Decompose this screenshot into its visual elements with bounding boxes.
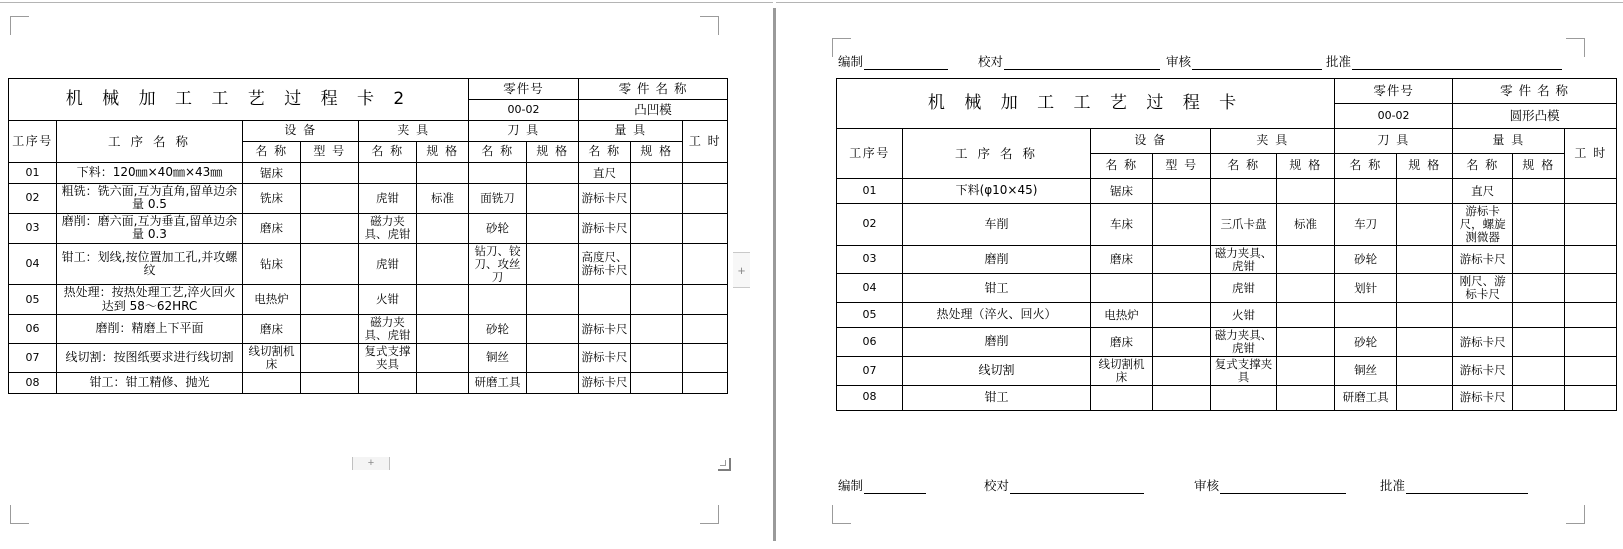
- card-title-right: 机 械 加 工 工 艺 过 程 卡: [837, 79, 1335, 129]
- cell-op-no[interactable]: 05: [837, 303, 903, 328]
- cell-equipment-model[interactable]: [301, 243, 359, 285]
- group-header-row: [9, 121, 728, 142]
- signature-top-rule-2[interactable]: [1192, 58, 1322, 70]
- cell-gauge-spec[interactable]: [1513, 274, 1565, 303]
- col-cutter-spec-right: 规 格: [1397, 154, 1453, 179]
- table-row[interactable]: [9, 344, 728, 373]
- cell-equipment-model[interactable]: [1153, 303, 1211, 328]
- cell-equipment-model[interactable]: [1153, 274, 1211, 303]
- margin-corner-top-left: [10, 16, 29, 35]
- cell-gauge-spec[interactable]: [1513, 303, 1565, 328]
- cell-man-hour[interactable]: [683, 285, 728, 315]
- col-fixture-name-right: 名 称: [1211, 154, 1277, 179]
- cell-op-name[interactable]: 下料：120㎜×40㎜×43㎜: [57, 163, 243, 184]
- cell-cutter-spec[interactable]: [527, 184, 579, 214]
- signature-top-0[interactable]: [838, 52, 948, 70]
- col-gauge-spec: 规 格: [631, 142, 683, 163]
- cell-op-no[interactable]: 06: [9, 315, 57, 344]
- cell-man-hour[interactable]: [683, 243, 728, 285]
- cell-man-hour[interactable]: [1565, 303, 1617, 328]
- cell-equipment-name[interactable]: 电热炉: [1091, 303, 1153, 328]
- cell-cutter-name[interactable]: 铜丝: [469, 344, 527, 373]
- signature-bottom-rule-2[interactable]: [1220, 482, 1346, 494]
- col-cutter-name-right: 名 称: [1335, 154, 1397, 179]
- cell-fixture-spec[interactable]: [417, 344, 469, 373]
- cell-fixture-spec[interactable]: [1277, 356, 1335, 385]
- table-row[interactable]: [9, 213, 728, 243]
- cell-equipment-model[interactable]: [301, 285, 359, 315]
- cell-equipment-model[interactable]: [1153, 356, 1211, 385]
- cell-cutter-spec[interactable]: [1397, 328, 1453, 357]
- cell-fixture-name[interactable]: 虎钳: [359, 184, 417, 214]
- cell-equipment-name[interactable]: 铣床: [243, 184, 301, 214]
- col-group-cutter: 刀 具: [469, 121, 579, 142]
- margin-corner-bottom-right-right: [1566, 505, 1585, 524]
- col-gauge-name: 名 称: [579, 142, 631, 163]
- col-gauge-name-right: 名 称: [1453, 154, 1513, 179]
- cell-op-name[interactable]: 钳工: [903, 385, 1091, 410]
- cell-man-hour[interactable]: [1565, 385, 1617, 410]
- table-row[interactable]: [9, 184, 728, 214]
- cell-fixture-spec[interactable]: [417, 163, 469, 184]
- margin-corner-top-right-right: [1566, 38, 1585, 57]
- cell-cutter-name[interactable]: 划针: [1335, 274, 1397, 303]
- cell-man-hour[interactable]: [1565, 356, 1617, 385]
- cell-equipment-name[interactable]: 车床: [1091, 204, 1153, 246]
- cell-equipment-name[interactable]: 磨床: [243, 315, 301, 344]
- cell-op-name[interactable]: 磨削: [903, 245, 1091, 274]
- signature-top-label-3: 批准: [1326, 54, 1352, 69]
- cell-cutter-spec[interactable]: [1397, 385, 1453, 410]
- cell-op-no[interactable]: 04: [837, 274, 903, 303]
- col-fixture-name: 名 称: [359, 142, 417, 163]
- cell-op-no[interactable]: 07: [9, 344, 57, 373]
- cell-equipment-model[interactable]: [301, 184, 359, 214]
- table-row[interactable]: [837, 245, 1617, 274]
- cell-cutter-spec[interactable]: [1397, 179, 1453, 204]
- insert-row-plus-icon: +: [737, 262, 746, 278]
- process-card-table-left[interactable]: [8, 78, 728, 394]
- col-op-no: 工序号: [9, 121, 57, 163]
- page-top-rule-right: [776, 2, 1623, 3]
- cell-cutter-spec[interactable]: [527, 163, 579, 184]
- title-row-right: [837, 79, 1617, 104]
- col-op-name: 工 序 名 称: [57, 121, 243, 163]
- cell-fixture-spec[interactable]: [1277, 385, 1335, 410]
- signature-bottom-rule-0[interactable]: [864, 482, 926, 494]
- cell-fixture-spec[interactable]: [1277, 328, 1335, 357]
- cell-fixture-name[interactable]: 三爪卡盘: [1211, 204, 1277, 246]
- cell-gauge-spec[interactable]: [631, 213, 683, 243]
- cell-op-no[interactable]: 07: [837, 356, 903, 385]
- cell-gauge-name[interactable]: 游标卡尺: [1453, 245, 1513, 274]
- cell-gauge-spec[interactable]: [1513, 179, 1565, 204]
- cell-equipment-name[interactable]: [1091, 385, 1153, 410]
- cell-equipment-model[interactable]: [301, 372, 359, 393]
- cell-cutter-name[interactable]: [469, 285, 527, 315]
- cell-equipment-name[interactable]: [243, 372, 301, 393]
- table-row[interactable]: [837, 385, 1617, 410]
- cell-fixture-name[interactable]: [359, 372, 417, 393]
- cell-gauge-name[interactable]: 直尺: [1453, 179, 1513, 204]
- part-name-label: 零 件 名 称: [579, 79, 728, 100]
- cell-equipment-model[interactable]: [1153, 204, 1211, 246]
- cell-fixture-name[interactable]: 虎钳: [359, 243, 417, 285]
- cell-cutter-name[interactable]: 砂轮: [469, 315, 527, 344]
- cell-cutter-spec[interactable]: [527, 213, 579, 243]
- cell-op-no[interactable]: 03: [837, 245, 903, 274]
- cell-man-hour[interactable]: [683, 163, 728, 184]
- margin-corner-bottom-right: [700, 505, 719, 524]
- cell-fixture-spec[interactable]: [417, 315, 469, 344]
- col-group-equipment-right: 设 备: [1091, 129, 1211, 154]
- cell-cutter-name[interactable]: 砂轮: [469, 213, 527, 243]
- cell-cutter-spec[interactable]: [527, 315, 579, 344]
- cell-fixture-name[interactable]: 虎钳: [1211, 274, 1277, 303]
- col-cutter-spec: 规 格: [527, 142, 579, 163]
- part-name-value-right[interactable]: 圆形凸模: [1453, 104, 1617, 129]
- cell-cutter-spec[interactable]: [527, 285, 579, 315]
- cell-gauge-spec[interactable]: [1513, 245, 1565, 274]
- cell-cutter-name[interactable]: 研磨工具: [1335, 385, 1397, 410]
- process-card-body-right: [837, 179, 1617, 411]
- cell-man-hour[interactable]: [683, 315, 728, 344]
- title-row: [9, 79, 728, 100]
- cell-op-no[interactable]: 01: [837, 179, 903, 204]
- cell-man-hour[interactable]: [1565, 328, 1617, 357]
- cell-op-no[interactable]: 02: [837, 204, 903, 246]
- cell-op-no[interactable]: 02: [9, 184, 57, 214]
- cell-gauge-name[interactable]: 游标卡尺: [1453, 356, 1513, 385]
- cell-fixture-spec[interactable]: 标准: [417, 184, 469, 214]
- cell-gauge-name[interactable]: 游标卡尺: [579, 372, 631, 393]
- signature-top-label-2: 审核: [1166, 54, 1192, 69]
- cell-fixture-spec[interactable]: [1277, 245, 1335, 274]
- col-man-hour-right: 工 时: [1565, 129, 1617, 179]
- cell-fixture-spec[interactable]: [1277, 179, 1335, 204]
- signature-top-rule-0[interactable]: [864, 58, 948, 70]
- cell-fixture-name[interactable]: 磁力夹具、虎钳: [1211, 245, 1277, 274]
- table-row[interactable]: [9, 243, 728, 285]
- col-op-no-right: 工序号: [837, 129, 903, 179]
- part-no-label: 零件号: [469, 79, 579, 100]
- cell-equipment-model[interactable]: [301, 344, 359, 373]
- cell-gauge-name[interactable]: 游标卡尺: [1453, 385, 1513, 410]
- signature-bottom-2[interactable]: [1194, 476, 1346, 494]
- signature-bottom-3[interactable]: [1380, 476, 1528, 494]
- cell-fixture-spec[interactable]: [1277, 274, 1335, 303]
- cell-man-hour[interactable]: [1565, 245, 1617, 274]
- col-group-cutter-right: 刀 具: [1335, 129, 1453, 154]
- page-top-rule: [0, 2, 773, 3]
- cell-man-hour[interactable]: [683, 213, 728, 243]
- cell-fixture-spec[interactable]: [417, 372, 469, 393]
- margin-corner-bottom-left-right: [832, 505, 851, 524]
- cell-op-name[interactable]: 磨削：磨六面,互为垂直,留单边余量 0.3: [57, 213, 243, 243]
- cell-equipment-name[interactable]: 磨床: [1091, 328, 1153, 357]
- cell-equipment-model[interactable]: [1153, 179, 1211, 204]
- cell-gauge-spec[interactable]: [631, 285, 683, 315]
- cell-cutter-name[interactable]: 砂轮: [1335, 328, 1397, 357]
- signature-top-1[interactable]: [978, 52, 1160, 70]
- group-header-row-right: [837, 129, 1617, 154]
- cell-equipment-name[interactable]: 钻床: [243, 243, 301, 285]
- cell-fixture-spec[interactable]: 标准: [1277, 204, 1335, 246]
- cell-equipment-model[interactable]: [1153, 385, 1211, 410]
- table-row[interactable]: [837, 356, 1617, 385]
- signature-top-rule-3[interactable]: [1352, 58, 1562, 70]
- cell-fixture-name[interactable]: 磁力夹具、虎钳: [359, 213, 417, 243]
- col-group-fixture-right: 夹 具: [1211, 129, 1335, 154]
- signature-top-label-1: 校对: [978, 54, 1004, 69]
- cell-cutter-name[interactable]: 研磨工具: [469, 372, 527, 393]
- table-row[interactable]: [837, 179, 1617, 204]
- cell-fixture-spec[interactable]: [1277, 303, 1335, 328]
- col-group-gauge: 量 具: [579, 121, 683, 142]
- signature-bottom-label-1: 校对: [984, 478, 1010, 493]
- cell-op-name[interactable]: 钳工：划线,按位置加工孔,并攻螺纹: [57, 243, 243, 285]
- signature-top-3[interactable]: [1326, 52, 1562, 70]
- col-group-equipment: 设 备: [243, 121, 359, 142]
- cell-op-name[interactable]: 钳工: [903, 274, 1091, 303]
- col-cutter-name: 名 称: [469, 142, 527, 163]
- cell-op-name[interactable]: 热处理：按热处理工艺,淬火回火达到 58～62HRC: [57, 285, 243, 315]
- signature-top-2[interactable]: [1166, 52, 1322, 70]
- cell-gauge-spec[interactable]: [631, 163, 683, 184]
- cell-op-name[interactable]: 下料(φ10×45): [903, 179, 1091, 204]
- insert-column-plus-icon: +: [367, 457, 375, 469]
- cell-fixture-name[interactable]: 磁力夹具、虎钳: [1211, 328, 1277, 357]
- insert-row-button[interactable]: [733, 252, 750, 288]
- cell-fixture-spec[interactable]: [417, 285, 469, 315]
- cell-fixture-spec[interactable]: [417, 213, 469, 243]
- col-equipment-model-right: 型 号: [1153, 154, 1211, 179]
- cell-equipment-name[interactable]: 磨床: [243, 213, 301, 243]
- part-no-value[interactable]: 00-02: [469, 100, 579, 121]
- cell-gauge-spec[interactable]: [631, 344, 683, 373]
- signature-top-rule-1[interactable]: [1004, 58, 1160, 70]
- cell-op-name[interactable]: 车削: [903, 204, 1091, 246]
- cell-equipment-model[interactable]: [1153, 245, 1211, 274]
- cell-fixture-name[interactable]: 复式支撑夹具: [1211, 356, 1277, 385]
- cell-man-hour[interactable]: [683, 344, 728, 373]
- process-card-body-left: [9, 163, 728, 394]
- table-row[interactable]: [837, 204, 1617, 246]
- cell-op-no[interactable]: 05: [9, 285, 57, 315]
- cell-cutter-spec[interactable]: [1397, 204, 1453, 246]
- cell-op-name[interactable]: 线切割: [903, 356, 1091, 385]
- signature-bottom-label-0: 编制: [838, 478, 864, 493]
- signature-bottom-1[interactable]: [984, 476, 1144, 494]
- cell-gauge-spec[interactable]: [631, 315, 683, 344]
- cell-equipment-model[interactable]: [301, 213, 359, 243]
- cell-fixture-name[interactable]: [1211, 385, 1277, 410]
- part-no-value-right[interactable]: 00-02: [1335, 104, 1453, 129]
- table-resize-handle[interactable]: [718, 458, 731, 471]
- cell-fixture-name[interactable]: [359, 163, 417, 184]
- cell-equipment-name[interactable]: 锯床: [1091, 179, 1153, 204]
- cell-op-name[interactable]: 粗铣：铣六面,互为直角,留单边余量 0.5: [57, 184, 243, 214]
- cell-op-no[interactable]: 01: [9, 163, 57, 184]
- cell-cutter-name[interactable]: 铜丝: [1335, 356, 1397, 385]
- signature-bottom-0[interactable]: [838, 476, 926, 494]
- signature-bottom-label-3: 批准: [1380, 478, 1406, 493]
- col-op-name-right: 工 序 名 称: [903, 129, 1091, 179]
- margin-corner-top-right: [700, 16, 719, 35]
- cell-gauge-spec[interactable]: [1513, 328, 1565, 357]
- cell-cutter-spec[interactable]: [1397, 356, 1453, 385]
- cell-gauge-spec[interactable]: [631, 372, 683, 393]
- table-row[interactable]: [837, 328, 1617, 357]
- signature-bottom-rule-3[interactable]: [1406, 482, 1528, 494]
- table-row[interactable]: [837, 303, 1617, 328]
- cell-op-name[interactable]: 钳工：钳工精修、抛光: [57, 372, 243, 393]
- cell-equipment-name[interactable]: 线切割机床: [1091, 356, 1153, 385]
- cell-cutter-spec[interactable]: [1397, 245, 1453, 274]
- cell-cutter-name[interactable]: 钻刀、铰刀、攻丝刀: [469, 243, 527, 285]
- part-name-value[interactable]: 凸凹模: [579, 100, 728, 121]
- cell-op-name[interactable]: 热处理（淬火、回火）: [903, 303, 1091, 328]
- cell-op-name[interactable]: 线切割：按图纸要求进行线切割: [57, 344, 243, 373]
- cell-gauge-spec[interactable]: [1513, 356, 1565, 385]
- cell-fixture-name[interactable]: 磁力夹具、虎钳: [359, 315, 417, 344]
- col-equipment-name-right: 名 称: [1091, 154, 1153, 179]
- col-man-hour: 工 时: [683, 121, 728, 163]
- cell-gauge-spec[interactable]: [1513, 385, 1565, 410]
- cell-equipment-name[interactable]: 锯床: [243, 163, 301, 184]
- insert-column-button[interactable]: [352, 457, 390, 470]
- cell-equipment-name[interactable]: [1091, 274, 1153, 303]
- cell-op-no[interactable]: 04: [9, 243, 57, 285]
- cell-op-name[interactable]: 磨削：精磨上下平面: [57, 315, 243, 344]
- cell-op-name[interactable]: 磨削: [903, 328, 1091, 357]
- cell-gauge-spec[interactable]: [631, 184, 683, 214]
- cell-fixture-spec[interactable]: [417, 243, 469, 285]
- cell-cutter-name[interactable]: 车刀: [1335, 204, 1397, 246]
- col-fixture-spec: 规 格: [417, 142, 469, 163]
- cell-gauge-name[interactable]: 直尺: [579, 163, 631, 184]
- cell-man-hour[interactable]: [683, 372, 728, 393]
- table-row[interactable]: [9, 372, 728, 393]
- cell-man-hour[interactable]: [1565, 204, 1617, 246]
- cell-fixture-name[interactable]: 火钳: [1211, 303, 1277, 328]
- part-no-label-right: 零件号: [1335, 79, 1453, 104]
- cell-cutter-name[interactable]: 面铣刀: [469, 184, 527, 214]
- cell-op-no[interactable]: 08: [9, 372, 57, 393]
- cell-cutter-name[interactable]: [1335, 303, 1397, 328]
- cell-op-no[interactable]: 08: [837, 385, 903, 410]
- cell-equipment-name[interactable]: 线切割机床: [243, 344, 301, 373]
- cell-equipment-name[interactable]: 磨床: [1091, 245, 1153, 274]
- process-card-table-right[interactable]: [836, 78, 1617, 411]
- cell-equipment-model[interactable]: [1153, 328, 1211, 357]
- cell-man-hour[interactable]: [1565, 274, 1617, 303]
- table-row[interactable]: [9, 285, 728, 315]
- cell-cutter-spec[interactable]: [1397, 274, 1453, 303]
- cell-cutter-spec[interactable]: [1397, 303, 1453, 328]
- table-row[interactable]: [837, 274, 1617, 303]
- cell-gauge-name[interactable]: 游标卡尺: [579, 315, 631, 344]
- table-row[interactable]: [9, 163, 728, 184]
- cell-cutter-spec[interactable]: [527, 372, 579, 393]
- cell-gauge-name[interactable]: 刚尺、游标卡尺: [1453, 274, 1513, 303]
- cell-op-no[interactable]: 06: [837, 328, 903, 357]
- cell-cutter-name[interactable]: [1335, 179, 1397, 204]
- col-group-fixture: 夹 具: [359, 121, 469, 142]
- col-group-gauge-right: 量 具: [1453, 129, 1565, 154]
- cell-gauge-name[interactable]: 游标卡尺: [579, 344, 631, 373]
- cell-cutter-name[interactable]: [469, 163, 527, 184]
- cell-equipment-model[interactable]: [301, 163, 359, 184]
- cell-equipment-name[interactable]: 电热炉: [243, 285, 301, 315]
- card-title: 机 械 加 工 工 艺 过 程 卡 2: [9, 79, 469, 121]
- cell-man-hour[interactable]: [683, 184, 728, 214]
- cell-equipment-model[interactable]: [301, 315, 359, 344]
- signature-bottom-rule-1[interactable]: [1010, 482, 1144, 494]
- cell-gauge-name[interactable]: [579, 285, 631, 315]
- cell-fixture-name[interactable]: [1211, 179, 1277, 204]
- col-equipment-model: 型 号: [301, 142, 359, 163]
- table-row[interactable]: [9, 315, 728, 344]
- cell-fixture-name[interactable]: 火钳: [359, 285, 417, 315]
- cell-fixture-name[interactable]: 复式支撑夹具: [359, 344, 417, 373]
- cell-man-hour[interactable]: [1565, 179, 1617, 204]
- cell-cutter-name[interactable]: 砂轮: [1335, 245, 1397, 274]
- page-right: [776, 0, 1623, 549]
- cell-gauge-spec[interactable]: [631, 243, 683, 285]
- cell-gauge-name[interactable]: 游标卡尺: [579, 213, 631, 243]
- cell-op-no[interactable]: 03: [9, 213, 57, 243]
- margin-corner-bottom-left: [10, 505, 29, 524]
- cell-gauge-name[interactable]: 游标卡尺，螺旋测微器: [1453, 204, 1513, 246]
- cell-gauge-name[interactable]: 游标卡尺: [579, 184, 631, 214]
- cell-gauge-name[interactable]: 游标卡尺: [1453, 328, 1513, 357]
- signature-bottom-label-2: 审核: [1194, 478, 1220, 493]
- cell-gauge-name[interactable]: 高度尺、游标卡尺: [579, 243, 631, 285]
- cell-cutter-spec[interactable]: [527, 243, 579, 285]
- signature-top-label-0: 编制: [838, 54, 864, 69]
- cell-cutter-spec[interactable]: [527, 344, 579, 373]
- cell-gauge-spec[interactable]: [1513, 204, 1565, 246]
- col-gauge-spec-right: 规 格: [1513, 154, 1565, 179]
- col-fixture-spec-right: 规 格: [1277, 154, 1335, 179]
- col-equipment-name: 名 称: [243, 142, 301, 163]
- page-left: [0, 0, 773, 549]
- part-name-label-right: 零 件 名 称: [1453, 79, 1617, 104]
- cell-gauge-name[interactable]: [1453, 303, 1513, 328]
